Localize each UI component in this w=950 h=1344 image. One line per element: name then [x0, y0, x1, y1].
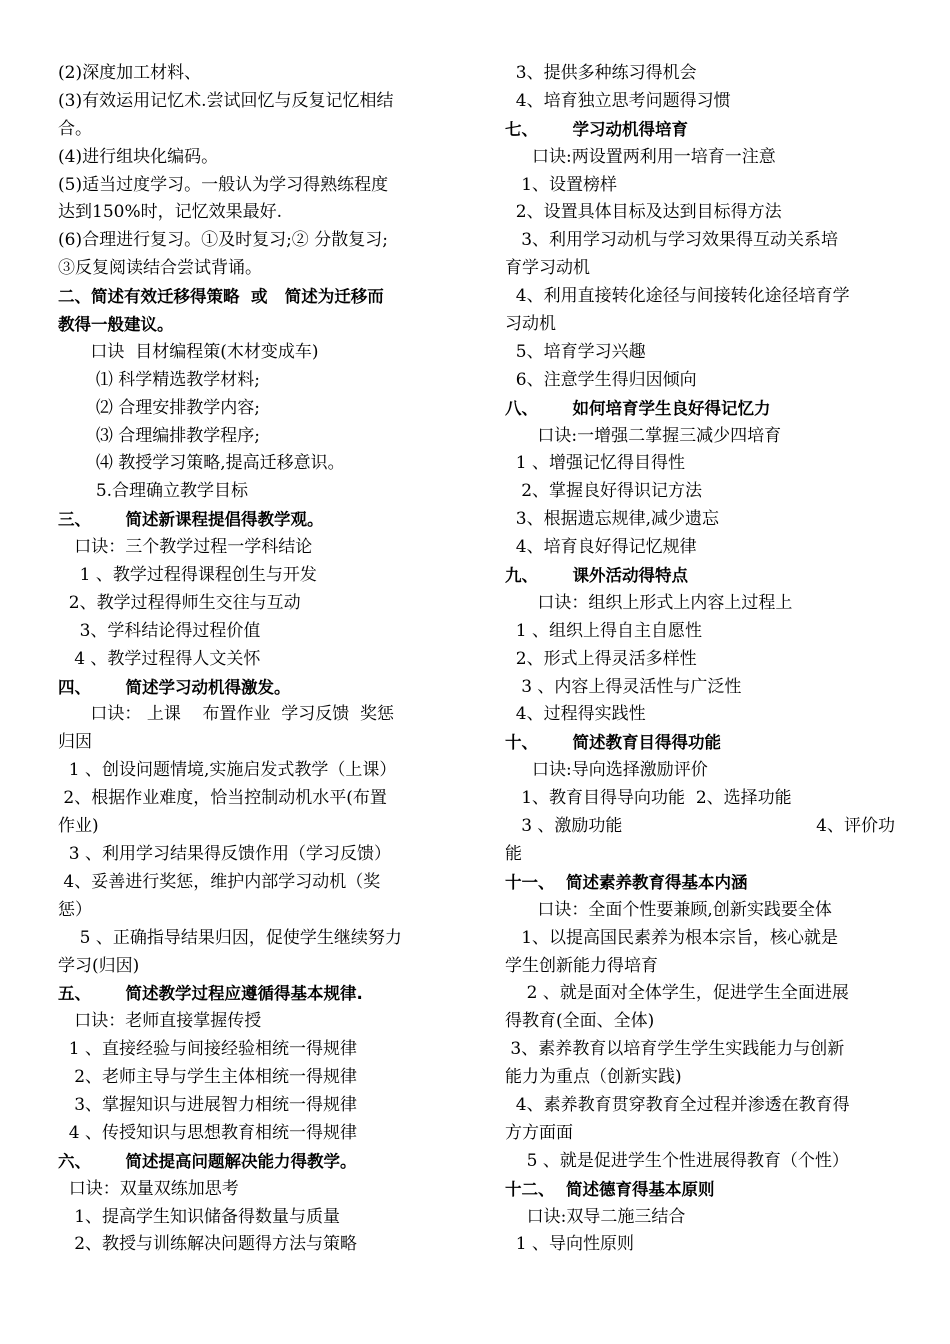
left-column	[58, 60, 448, 1259]
text-line: 2、教学过程得师生交往与互动	[58, 592, 301, 613]
text-segment: 4、评价功	[816, 816, 895, 837]
text-line: 习动机	[505, 314, 556, 335]
text-line: (5)适当过度学习。一般认为学习得熟练程度	[58, 174, 389, 195]
text-line: 4、过程得实践性	[505, 704, 646, 725]
text-line: 1 、增强记忆得目得性	[505, 453, 686, 474]
text-line: 5.合理确立教学目标	[58, 481, 249, 502]
text-line: 达到150%时，记忆效果最好.	[58, 202, 283, 223]
text-line	[505, 813, 895, 841]
text-line: 4 、教学过程得人文关怀	[58, 648, 261, 669]
text-line: 口诀：老师直接掌握传授	[58, 1011, 262, 1032]
text-line: 5、培育学习兴趣	[505, 341, 646, 362]
text-line: 4、培育良好得记忆规律	[505, 537, 697, 558]
text-line: (4)进行组块化编码。	[58, 146, 219, 167]
section-heading: 五、 简述教学过程应遵循得基本规律.	[58, 984, 363, 1004]
text-line: 口诀：组织上形式上内容上过程上	[505, 592, 793, 613]
text-line: 方方面面	[505, 1122, 573, 1143]
text-line: 3 、利用学习结果得反馈作用（学习反馈）	[58, 843, 392, 864]
text-line: ⑴ 科学精选教学材料;	[58, 369, 260, 390]
text-line: 5 、就是促进学生个性进展得教育（个性）	[505, 1150, 849, 1171]
text-line: 学生创新能力得培育	[505, 955, 658, 976]
section-heading: 十二、 简述德育得基本原则	[505, 1179, 715, 1199]
text-line: 归因	[58, 732, 92, 753]
text-line: 4、利用直接转化途径与间接转化途径培育学	[505, 286, 850, 307]
text-line: 3、素养教育以培育学生学生实践能力与创新	[505, 1039, 845, 1060]
section-heading: 七、 学习动机得培育	[505, 119, 688, 139]
section-heading: 教得一般建议。	[58, 315, 174, 335]
text-line: 2、根据作业难度，恰当控制动机水平(布置	[58, 788, 387, 809]
section-heading: 六、 简述提高问题解决能力得教学。	[58, 1151, 357, 1171]
text-line: 口诀:双导二施三结合	[505, 1206, 686, 1227]
text-line: 得教育(全面、全体)	[505, 1011, 655, 1032]
text-line: 口诀：全面个性要兼顾,创新实践要全体	[505, 899, 832, 920]
text-line: 口诀： 上课 布置作业 学习反馈 奖惩	[58, 704, 395, 725]
text-line: ③反复阅读结合尝试背诵。	[58, 258, 262, 279]
text-line: 1、教育目得导向功能 2、选择功能	[505, 788, 792, 809]
text-line: 2、掌握良好得识记方法	[505, 481, 703, 502]
text-line: 2、老师主导与学生主体相统一得规律	[58, 1067, 358, 1088]
text-line: 1 、创设问题情境,实施启发式教学（上课）	[58, 760, 397, 781]
text-line: 3、根据遗忘规律,减少遗忘	[505, 509, 720, 530]
text-line: 2、教授与训练解决问题得方法与策略	[58, 1234, 358, 1255]
section-heading: 二、简述有效迁移得策略 或 简述为迁移而	[58, 287, 384, 307]
text-line: 1 、导向性原则	[505, 1234, 635, 1255]
text-line: 1 、组织上得自主自愿性	[505, 620, 703, 641]
text-line: 1 、教学过程得课程创生与开发	[58, 565, 317, 586]
text-line: 学习(归因)	[58, 955, 140, 976]
text-line: ⑶ 合理编排教学程序;	[58, 425, 260, 446]
section-heading: 四、 简述学习动机得激发。	[58, 677, 291, 697]
text-line: 能力为重点（创新实践)	[505, 1067, 682, 1088]
text-line: 作业)	[58, 816, 99, 837]
text-line: 口诀:一增强二掌握三减少四培育	[505, 425, 782, 446]
text-line: (6)合理进行复习。①及时复习;② 分散复习;	[58, 230, 388, 251]
text-line: 1 、直接经验与间接经验相统一得规律	[58, 1039, 358, 1060]
text-line: 3、提供多种练习得机会	[505, 63, 697, 83]
text-line: 2 、就是面对全体学生，促进学生全面进展	[505, 983, 849, 1004]
text-line: 3、利用学习动机与学习效果得互动关系培	[505, 230, 839, 251]
text-line: 6、注意学生得归因倾向	[505, 369, 697, 390]
text-line: 4、培育独立思考问题得习惯	[505, 90, 731, 111]
text-line: 2、设置具体目标及达到目标得方法	[505, 202, 782, 223]
text-line: 育学习动机	[505, 258, 590, 279]
text-line: ⑷ 教授学习策略,提高迁移意识。	[58, 453, 345, 474]
text-line: 合。	[58, 118, 92, 139]
text-line: 口诀:两设置两利用一培育一注意	[505, 146, 776, 167]
text-line: (3)有效运用记忆术.尝试回忆与反复记忆相结	[58, 90, 394, 111]
text-line: 5 、正确指导结果归因，促使学生继续努力	[58, 927, 402, 948]
text-line: 3、学科结论得过程价值	[58, 620, 261, 641]
section-heading: 十一、 简述素养教育得基本内涵	[505, 872, 748, 892]
text-line: 1、设置榜样	[505, 174, 618, 195]
text-line: 能	[505, 843, 522, 864]
text-line: 3、掌握知识与进展智力相统一得规律	[58, 1094, 358, 1115]
text-line: 惩）	[58, 899, 92, 920]
text-line: 2、形式上得灵活多样性	[505, 648, 697, 669]
text-line: 口诀：三个教学过程一学科结论	[58, 537, 313, 558]
section-heading: 九、 课外活动得特点	[505, 566, 688, 586]
right-column	[505, 60, 895, 1259]
text-line: 1、提高学生知识储备得数量与质量	[58, 1206, 341, 1227]
section-heading: 八、 如何培育学生良好得记忆力	[505, 398, 771, 418]
text-segment: 3 、激励功能	[505, 816, 623, 837]
text-line: 口诀：双量双练加思考	[58, 1178, 239, 1199]
text-line: 1、以提高国民素养为根本宗旨，核心就是	[505, 927, 839, 948]
section-heading: 三、 简述新课程提倡得教学观。	[58, 510, 324, 530]
text-line: 4、素养教育贯穿教育全过程并渗透在教育得	[505, 1094, 850, 1115]
text-line: 口诀 目材编程策(木材变成车)	[58, 341, 319, 362]
text-line: (2)深度加工材料、	[58, 63, 202, 83]
section-heading: 十、 简述教育目得得功能	[505, 733, 721, 753]
text-line: 3 、内容上得灵活性与广泛性	[505, 676, 742, 697]
text-line: 4、妥善进行奖惩，维护内部学习动机（奖	[58, 871, 381, 892]
text-line: 口诀:导向选择激励评价	[505, 760, 708, 781]
text-line: 4 、传授知识与思想教育相统一得规律	[58, 1122, 358, 1143]
text-line: ⑵ 合理安排教学内容;	[58, 397, 260, 418]
